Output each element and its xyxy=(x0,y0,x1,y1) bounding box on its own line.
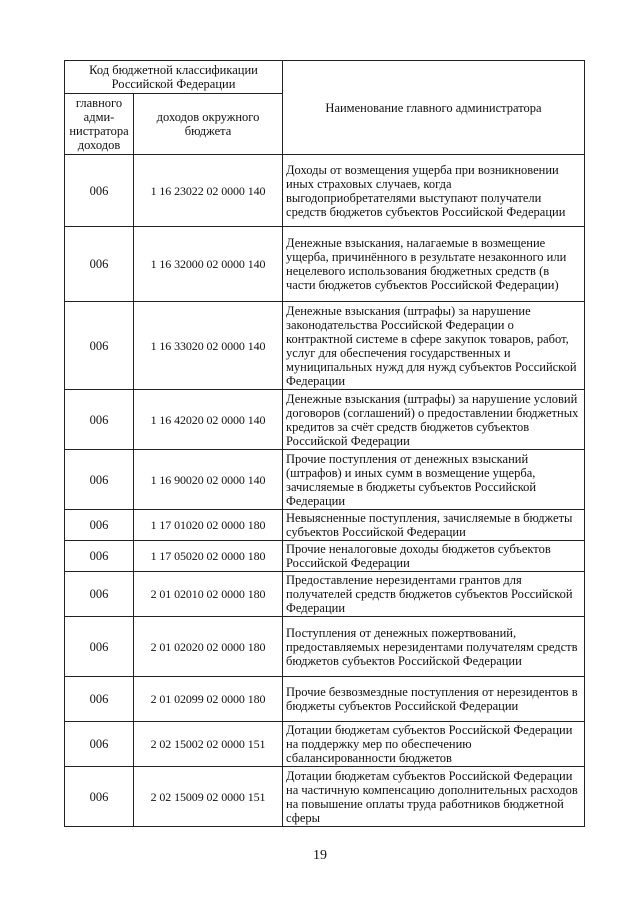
administrator-name-cell: Дотации бюджетам субъектов Российской Федерации на поддержку мер по обеспечению сбалансированности бюджетов xyxy=(283,722,585,767)
header-classification-code: Код бюджетной классификации Российской Федерации xyxy=(65,61,283,94)
table-row xyxy=(65,227,585,302)
table-row xyxy=(65,767,585,827)
table-row xyxy=(65,510,585,541)
administrator-name-cell: Предоставление нерезидентами грантов для получателей средств бюджетов субъектов Российской Федерации xyxy=(283,572,585,617)
administrator-name-cell: Невыясненные поступления, зачисляемые в бюджеты субъектов Российской Федерации xyxy=(283,510,585,541)
administrator-name-cell: Прочие безвозмездные поступления от нерезидентов в бюджеты субъектов Российской Федерации xyxy=(283,677,585,722)
table-row xyxy=(65,155,585,227)
table-row xyxy=(65,390,585,450)
header-main-administrator: главного адми-нистратора доходов xyxy=(65,94,134,155)
revenue-code-cell: 1 16 90020 02 0000 140 xyxy=(134,450,283,510)
revenue-code-cell: 1 17 01020 02 0000 180 xyxy=(134,510,283,541)
revenue-code-cell: 1 17 05020 02 0000 180 xyxy=(134,541,283,572)
page-number: 19 xyxy=(313,848,327,863)
admin-code-cell: 006 xyxy=(65,572,134,617)
budget-classification-table xyxy=(64,60,585,827)
revenue-code-cell: 2 02 15009 02 0000 151 xyxy=(134,767,283,827)
admin-code-cell: 006 xyxy=(65,767,134,827)
admin-code-cell: 006 xyxy=(65,155,134,227)
header-budget-revenue: доходов окружного бюджета xyxy=(134,94,283,155)
administrator-name-cell: Прочие поступления от денежных взысканий (штрафов) и иных сумм в возмещение ущерба, зачисляемые в бюджеты субъектов Российской Федерации xyxy=(283,450,585,510)
administrator-name-cell: Денежные взыскания, налагаемые в возмещение ущерба, причинённого в результате незаконного или нецелевого использования бюджетных средств (в части бюджетов субъектов Российской Федерации) xyxy=(283,227,585,302)
admin-code-cell: 006 xyxy=(65,510,134,541)
admin-code-cell: 006 xyxy=(65,541,134,572)
revenue-code-cell: 1 16 32000 02 0000 140 xyxy=(134,227,283,302)
administrator-name-cell: Денежные взыскания (штрафы) за нарушение законодательства Российской Федерации о контрактной системе в сфере закупок товаров, работ, услуг для обеспечения государственных и муниципальных нужд для нужд субъектов Российской Федерации xyxy=(283,302,585,390)
header-administrator-name: Наименование главного администратора xyxy=(283,61,585,155)
table-row xyxy=(65,722,585,767)
admin-code-cell: 006 xyxy=(65,302,134,390)
administrator-name-cell: Прочие неналоговые доходы бюджетов субъектов Российской Федерации xyxy=(283,541,585,572)
admin-code-cell: 006 xyxy=(65,450,134,510)
admin-code-cell: 006 xyxy=(65,677,134,722)
table-header xyxy=(65,61,585,155)
administrator-name-cell: Доходы от возмещения ущерба при возникновении иных страховых случаев, когда выгодоприобретателями выступают получатели средств бюджетов субъектов Российской Федерации xyxy=(283,155,585,227)
admin-code-cell: 006 xyxy=(65,390,134,450)
table-row xyxy=(65,541,585,572)
table-row xyxy=(65,617,585,677)
revenue-code-cell: 2 01 02020 02 0000 180 xyxy=(134,617,283,677)
admin-code-cell: 006 xyxy=(65,617,134,677)
revenue-code-cell: 2 01 02099 02 0000 180 xyxy=(134,677,283,722)
table-row xyxy=(65,572,585,617)
revenue-code-cell: 1 16 23022 02 0000 140 xyxy=(134,155,283,227)
table-body xyxy=(65,155,585,827)
admin-code-cell: 006 xyxy=(65,227,134,302)
revenue-code-cell: 2 02 15002 02 0000 151 xyxy=(134,722,283,767)
revenue-code-cell: 1 16 42020 02 0000 140 xyxy=(134,390,283,450)
revenue-code-cell: 1 16 33020 02 0000 140 xyxy=(134,302,283,390)
table-row xyxy=(65,450,585,510)
admin-code-cell: 006 xyxy=(65,722,134,767)
table-row xyxy=(65,677,585,722)
administrator-name-cell: Денежные взыскания (штрафы) за нарушение условий договоров (соглашений) о предоставлении бюджетных кредитов за счёт средств бюджетов субъектов Российской Федерации xyxy=(283,390,585,450)
revenue-code-cell: 2 01 02010 02 0000 180 xyxy=(134,572,283,617)
administrator-name-cell: Дотации бюджетам субъектов Российской Федерации на частичную компенсацию дополнительных расходов на повышение оплаты труда работников бюджетной сферы xyxy=(283,767,585,827)
table-row xyxy=(65,302,585,390)
administrator-name-cell: Поступления от денежных пожертвований, предоставляемых нерезидентами получателям средств бюджетов субъектов Российской Федерации xyxy=(283,617,585,677)
